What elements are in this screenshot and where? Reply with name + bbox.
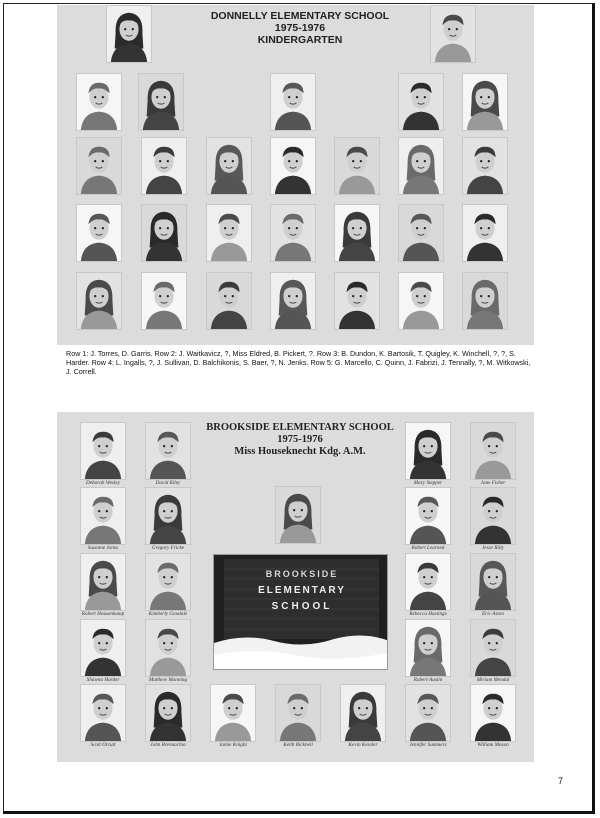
brookside-class: Miss Houseknecht Kdg. A.M. [234, 446, 366, 457]
donnelly-caption: Row 1: J. Torres, D. Garris. Row 2: J. Waitkavicz, ?, Miss Eldred, B. Pickert, ?. Row 3: B. Dundon, K. Bartosik, T. Quigley, K. Winchell, ?, ?, S. Harder. Row 4: L. Ingalls, ?, J. Sullivan, D. Balchikonis, S. Baer, ?, N. Jenks. Row 5: G. Marcello, C. Quinn, J. Fabrizi, J. Tennally, ?, M. Witkowski, J. Correll. [66, 349, 531, 376]
student-photo [80, 422, 126, 480]
student-photo [462, 204, 508, 262]
student-photo [462, 272, 508, 330]
student-photo [145, 619, 191, 677]
student-photo [275, 684, 321, 742]
student-name-label: Suzanne Jones [87, 545, 119, 551]
student-photo [470, 684, 516, 742]
sign-line-1: BROOKSIDE [265, 569, 339, 579]
student-photo [206, 272, 252, 330]
student-name-label: Jesse Rilly [481, 545, 505, 551]
brookside-years: 1975-1976 [277, 434, 323, 445]
student-photo [141, 272, 187, 330]
donnelly-years: 1975-1976 [274, 22, 326, 34]
school-building-photo [213, 554, 388, 670]
student-photo [206, 204, 252, 262]
student-photo [470, 553, 516, 611]
student-name-label: Deborah Wesley [86, 480, 120, 486]
student-photo [430, 5, 476, 63]
student-photo [76, 204, 122, 262]
teacher-photo [275, 486, 321, 544]
student-photo [470, 422, 516, 480]
student-photo [398, 73, 444, 131]
student-name-label: Robert Austin [413, 677, 443, 683]
student-photo [138, 73, 184, 131]
sign-line-2: ELEMENTARY [258, 585, 346, 596]
student-photo [270, 137, 316, 195]
student-name-label: Robert Housenkamp [81, 611, 125, 617]
donnelly-header [150, 10, 450, 46]
student-photo [405, 553, 451, 611]
student-photo [405, 619, 451, 677]
student-name-label: Mary Stepper [413, 480, 443, 486]
student-name-label: Kevin Kessler [348, 742, 378, 748]
student-photo [405, 684, 451, 742]
student-photo [340, 684, 386, 742]
student-photo [145, 684, 191, 742]
student-photo [398, 272, 444, 330]
student-name-label: Jane Fisher [480, 480, 506, 486]
student-name-label: Miriam Mendal [476, 677, 510, 683]
student-photo [405, 487, 451, 545]
page-number: 7 [558, 776, 564, 786]
student-photo [462, 137, 508, 195]
student-name-label: Jamie Knight [219, 742, 247, 748]
student-photo [80, 553, 126, 611]
student-photo [145, 422, 191, 480]
student-photo [405, 422, 451, 480]
student-photo [334, 272, 380, 330]
student-name-label: William Mason [477, 742, 509, 748]
student-name-label: Kimberly Goodale [148, 611, 188, 617]
student-photo [76, 73, 122, 131]
student-photo [141, 137, 187, 195]
student-photo [76, 137, 122, 195]
student-photo [270, 204, 316, 262]
donnelly-title: DONNELLY ELEMENTARY SCHOOL [210, 10, 390, 22]
student-photo [270, 272, 316, 330]
student-photo [470, 619, 516, 677]
student-photo [80, 487, 126, 545]
student-name-label: Matthew Manning [148, 677, 188, 683]
donnelly-grade: KINDERGARTEN [257, 34, 343, 46]
student-name-label: Jennifer Summers [409, 742, 447, 748]
student-name-label: Gregory Fricke [151, 545, 185, 551]
student-name-label: Scott Orcutt [90, 742, 116, 748]
student-photo [80, 619, 126, 677]
student-photo [106, 5, 152, 63]
student-photo [462, 73, 508, 131]
student-photo [210, 684, 256, 742]
student-photo [398, 204, 444, 262]
student-name-label: Robert Learned [411, 545, 445, 551]
student-photo [145, 487, 191, 545]
student-name-label: Rebecca Hastings [409, 611, 447, 617]
student-name-label: David Riley [155, 480, 181, 486]
student-photo [398, 137, 444, 195]
student-name-label: Eric Aston [482, 611, 504, 617]
student-photo [76, 272, 122, 330]
student-name-label: Keith Bicknell [283, 742, 313, 748]
student-photo [141, 204, 187, 262]
student-name-label: John Brennachia [150, 742, 186, 748]
brookside-header [190, 422, 410, 458]
student-photo [470, 487, 516, 545]
sign-line-3: SCHOOL [271, 601, 333, 612]
teacher-photo [270, 73, 316, 131]
student-photo [334, 204, 380, 262]
student-photo [334, 137, 380, 195]
student-photo [80, 684, 126, 742]
student-name-label: Shawna Harder [86, 677, 120, 683]
student-photo [206, 137, 252, 195]
brookside-title: BROOKSIDE ELEMENTARY SCHOOL [206, 422, 394, 433]
student-photo [145, 553, 191, 611]
